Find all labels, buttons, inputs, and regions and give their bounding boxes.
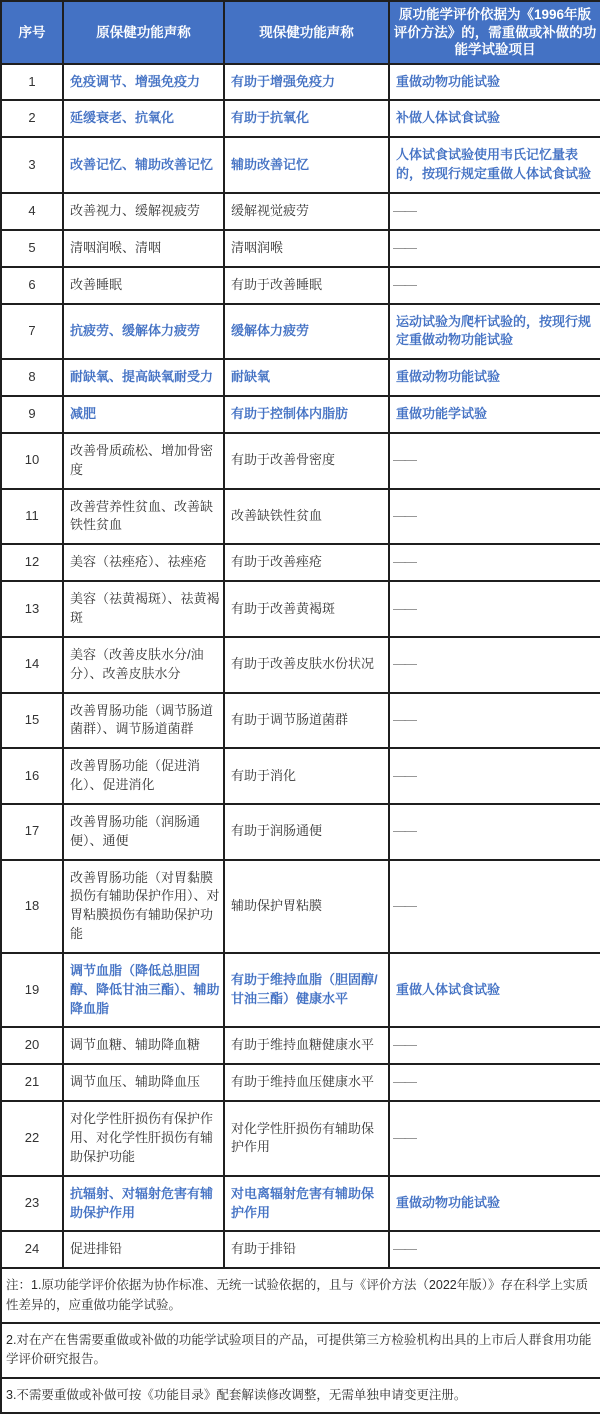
cell-original-claim: 改善记忆、辅助改善记忆 [63, 137, 224, 193]
cell-seq-number: 9 [1, 396, 63, 433]
note-row [1, 1323, 600, 1378]
table-row [1, 953, 600, 1028]
cell-retest-requirement: 人体试食试验使用韦氏记忆量表的，按现行规定重做人体试食试验 [389, 137, 600, 193]
cell-current-claim: 有助于抗氧化 [224, 100, 389, 137]
cell-seq-number: 5 [1, 230, 63, 267]
cell-current-claim: 辅助保护胃粘膜 [224, 860, 389, 953]
cell-original-claim: 改善胃肠功能（调节肠道菌群）、调节肠道菌群 [63, 693, 224, 749]
table-row [1, 860, 600, 953]
cell-original-claim: 改善视力、缓解视疲劳 [63, 193, 224, 230]
cell-seq-number: 13 [1, 581, 63, 637]
cell-retest-requirement: —— [389, 581, 600, 637]
cell-seq-number: 16 [1, 748, 63, 804]
cell-retest-requirement: —— [389, 637, 600, 693]
table-row [1, 359, 600, 396]
cell-retest-requirement: —— [389, 1101, 600, 1176]
cell-original-claim: 改善骨质疏松、增加骨密度 [63, 433, 224, 489]
cell-original-claim: 调节血脂（降低总胆固醇、降低甘油三酯）、辅助降血脂 [63, 953, 224, 1028]
table-row [1, 637, 600, 693]
cell-seq-number: 1 [1, 64, 63, 101]
cell-seq-number: 12 [1, 544, 63, 581]
header-original-claim: 原保健功能声称 [63, 1, 224, 64]
cell-seq-number: 18 [1, 860, 63, 953]
cell-retest-requirement: —— [389, 693, 600, 749]
cell-current-claim: 辅助改善记忆 [224, 137, 389, 193]
cell-original-claim: 改善睡眠 [63, 267, 224, 304]
cell-current-claim: 耐缺氧 [224, 359, 389, 396]
cell-retest-requirement: —— [389, 267, 600, 304]
note-2: 2.对在产在售需要重做或补做的功能学试验项目的产品，可提供第三方检验机构出具的上市后人群食用功能学评价研究报告。 [1, 1323, 600, 1378]
table-row [1, 693, 600, 749]
cell-current-claim: 有助于改善皮肤水份状况 [224, 637, 389, 693]
cell-current-claim: 清咽润喉 [224, 230, 389, 267]
cell-original-claim: 改善营养性贫血、改善缺铁性贫血 [63, 489, 224, 545]
table-row [1, 1064, 600, 1101]
cell-current-claim: 有助于控制体内脂肪 [224, 396, 389, 433]
cell-current-claim: 有助于维持血糖健康水平 [224, 1027, 389, 1064]
table-row [1, 804, 600, 860]
cell-current-claim: 有助于调节肠道菌群 [224, 693, 389, 749]
cell-seq-number: 7 [1, 304, 63, 360]
cell-seq-number: 3 [1, 137, 63, 193]
cell-seq-number: 6 [1, 267, 63, 304]
cell-original-claim: 调节血压、辅助降血压 [63, 1064, 224, 1101]
cell-retest-requirement: —— [389, 230, 600, 267]
cell-original-claim: 耐缺氧、提高缺氧耐受力 [63, 359, 224, 396]
table-row [1, 64, 600, 101]
cell-retest-requirement: 重做动物功能试验 [389, 64, 600, 101]
table-body [1, 64, 600, 1269]
cell-seq-number: 17 [1, 804, 63, 860]
cell-current-claim: 对电离辐射危害有辅助保护作用 [224, 1176, 389, 1232]
cell-original-claim: 抗辐射、对辐射危害有辅助保护作用 [63, 1176, 224, 1232]
cell-original-claim: 免疫调节、增强免疫力 [63, 64, 224, 101]
cell-retest-requirement: —— [389, 193, 600, 230]
cell-current-claim: 有助于改善骨密度 [224, 433, 389, 489]
cell-retest-requirement: 重做动物功能试验 [389, 1176, 600, 1232]
table-row [1, 304, 600, 360]
table-header [1, 1, 600, 64]
table-row [1, 433, 600, 489]
cell-seq-number: 22 [1, 1101, 63, 1176]
cell-seq-number: 15 [1, 693, 63, 749]
cell-current-claim: 有助于润肠通便 [224, 804, 389, 860]
cell-retest-requirement: —— [389, 804, 600, 860]
table-row [1, 1176, 600, 1232]
note-1: 注：1.原功能学评价依据为协作标准、无统一试验依据的，且与《评价方法（2022年版）》存在科学上实质性差异的，应重做功能学试验。 [1, 1268, 600, 1323]
cell-seq-number: 11 [1, 489, 63, 545]
cell-original-claim: 清咽润喉、清咽 [63, 230, 224, 267]
table-row [1, 544, 600, 581]
cell-retest-requirement: 重做动物功能试验 [389, 359, 600, 396]
cell-retest-requirement: —— [389, 1064, 600, 1101]
cell-seq-number: 10 [1, 433, 63, 489]
header-seq-number: 序号 [1, 1, 63, 64]
note-3: 3.不需要重做或补做可按《功能目录》配套解读修改调整，无需单独申请变更注册。 [1, 1378, 600, 1413]
cell-current-claim: 有助于改善黄褐斑 [224, 581, 389, 637]
cell-current-claim: 有助于改善痤疮 [224, 544, 389, 581]
cell-seq-number: 20 [1, 1027, 63, 1064]
note-row [1, 1378, 600, 1413]
cell-original-claim: 减肥 [63, 396, 224, 433]
cell-original-claim: 延缓衰老、抗氧化 [63, 100, 224, 137]
cell-retest-requirement: —— [389, 860, 600, 953]
cell-original-claim: 调节血糖、辅助降血糖 [63, 1027, 224, 1064]
cell-current-claim: 有助于增强免疫力 [224, 64, 389, 101]
cell-seq-number: 8 [1, 359, 63, 396]
cell-retest-requirement: —— [389, 748, 600, 804]
cell-seq-number: 24 [1, 1231, 63, 1268]
cell-retest-requirement: 补做人体试食试验 [389, 100, 600, 137]
table-row [1, 489, 600, 545]
table-notes [1, 1268, 600, 1413]
cell-original-claim: 美容（祛痤疮）、祛痤疮 [63, 544, 224, 581]
cell-original-claim: 抗疲劳、缓解体力疲劳 [63, 304, 224, 360]
cell-retest-requirement: —— [389, 1231, 600, 1268]
cell-retest-requirement: —— [389, 1027, 600, 1064]
cell-original-claim: 促进排铅 [63, 1231, 224, 1268]
cell-seq-number: 21 [1, 1064, 63, 1101]
cell-retest-requirement: 重做人体试食试验 [389, 953, 600, 1028]
cell-original-claim: 美容（改善皮肤水分/油分）、改善皮肤水分 [63, 637, 224, 693]
cell-current-claim: 有助于排铅 [224, 1231, 389, 1268]
cell-current-claim: 有助于维持血脂（胆固醇/甘油三酯）健康水平 [224, 953, 389, 1028]
cell-seq-number: 14 [1, 637, 63, 693]
table-row [1, 1231, 600, 1268]
cell-retest-requirement: 运动试验为爬杆试验的，按现行规定重做动物功能试验 [389, 304, 600, 360]
cell-original-claim: 改善胃肠功能（促进消化）、促进消化 [63, 748, 224, 804]
table-row [1, 193, 600, 230]
cell-current-claim: 缓解体力疲劳 [224, 304, 389, 360]
cell-current-claim: 对化学性肝损伤有辅助保护作用 [224, 1101, 389, 1176]
table-row [1, 1101, 600, 1176]
cell-current-claim: 改善缺铁性贫血 [224, 489, 389, 545]
cell-seq-number: 2 [1, 100, 63, 137]
cell-retest-requirement: —— [389, 544, 600, 581]
cell-original-claim: 美容（祛黄褐斑）、祛黄褐斑 [63, 581, 224, 637]
cell-retest-requirement: —— [389, 433, 600, 489]
cell-current-claim: 有助于改善睡眠 [224, 267, 389, 304]
cell-retest-requirement: 重做功能学试验 [389, 396, 600, 433]
cell-original-claim: 对化学性肝损伤有保护作用、对化学性肝损伤有辅助保护功能 [63, 1101, 224, 1176]
cell-original-claim: 改善胃肠功能（润肠通便）、通便 [63, 804, 224, 860]
table-row [1, 267, 600, 304]
cell-seq-number: 19 [1, 953, 63, 1028]
header-retest-requirement: 原功能学评价依据为《1996年版评价方法》的，需重做或补做的功能学试验项目 [389, 1, 600, 64]
header-current-claim: 现保健功能声称 [224, 1, 389, 64]
table-row [1, 230, 600, 267]
table-row [1, 396, 600, 433]
cell-current-claim: 有助于维持血压健康水平 [224, 1064, 389, 1101]
cell-seq-number: 23 [1, 1176, 63, 1232]
header-row [1, 1, 600, 64]
cell-original-claim: 改善胃肠功能（对胃黏膜损伤有辅助保护作用）、对胃粘膜损伤有辅助保护功能 [63, 860, 224, 953]
cell-retest-requirement: —— [389, 489, 600, 545]
table-row [1, 1027, 600, 1064]
table-row [1, 100, 600, 137]
table-row [1, 748, 600, 804]
table-row [1, 137, 600, 193]
table-row [1, 581, 600, 637]
cell-current-claim: 缓解视觉疲劳 [224, 193, 389, 230]
cell-current-claim: 有助于消化 [224, 748, 389, 804]
note-row [1, 1268, 600, 1323]
cell-seq-number: 4 [1, 193, 63, 230]
